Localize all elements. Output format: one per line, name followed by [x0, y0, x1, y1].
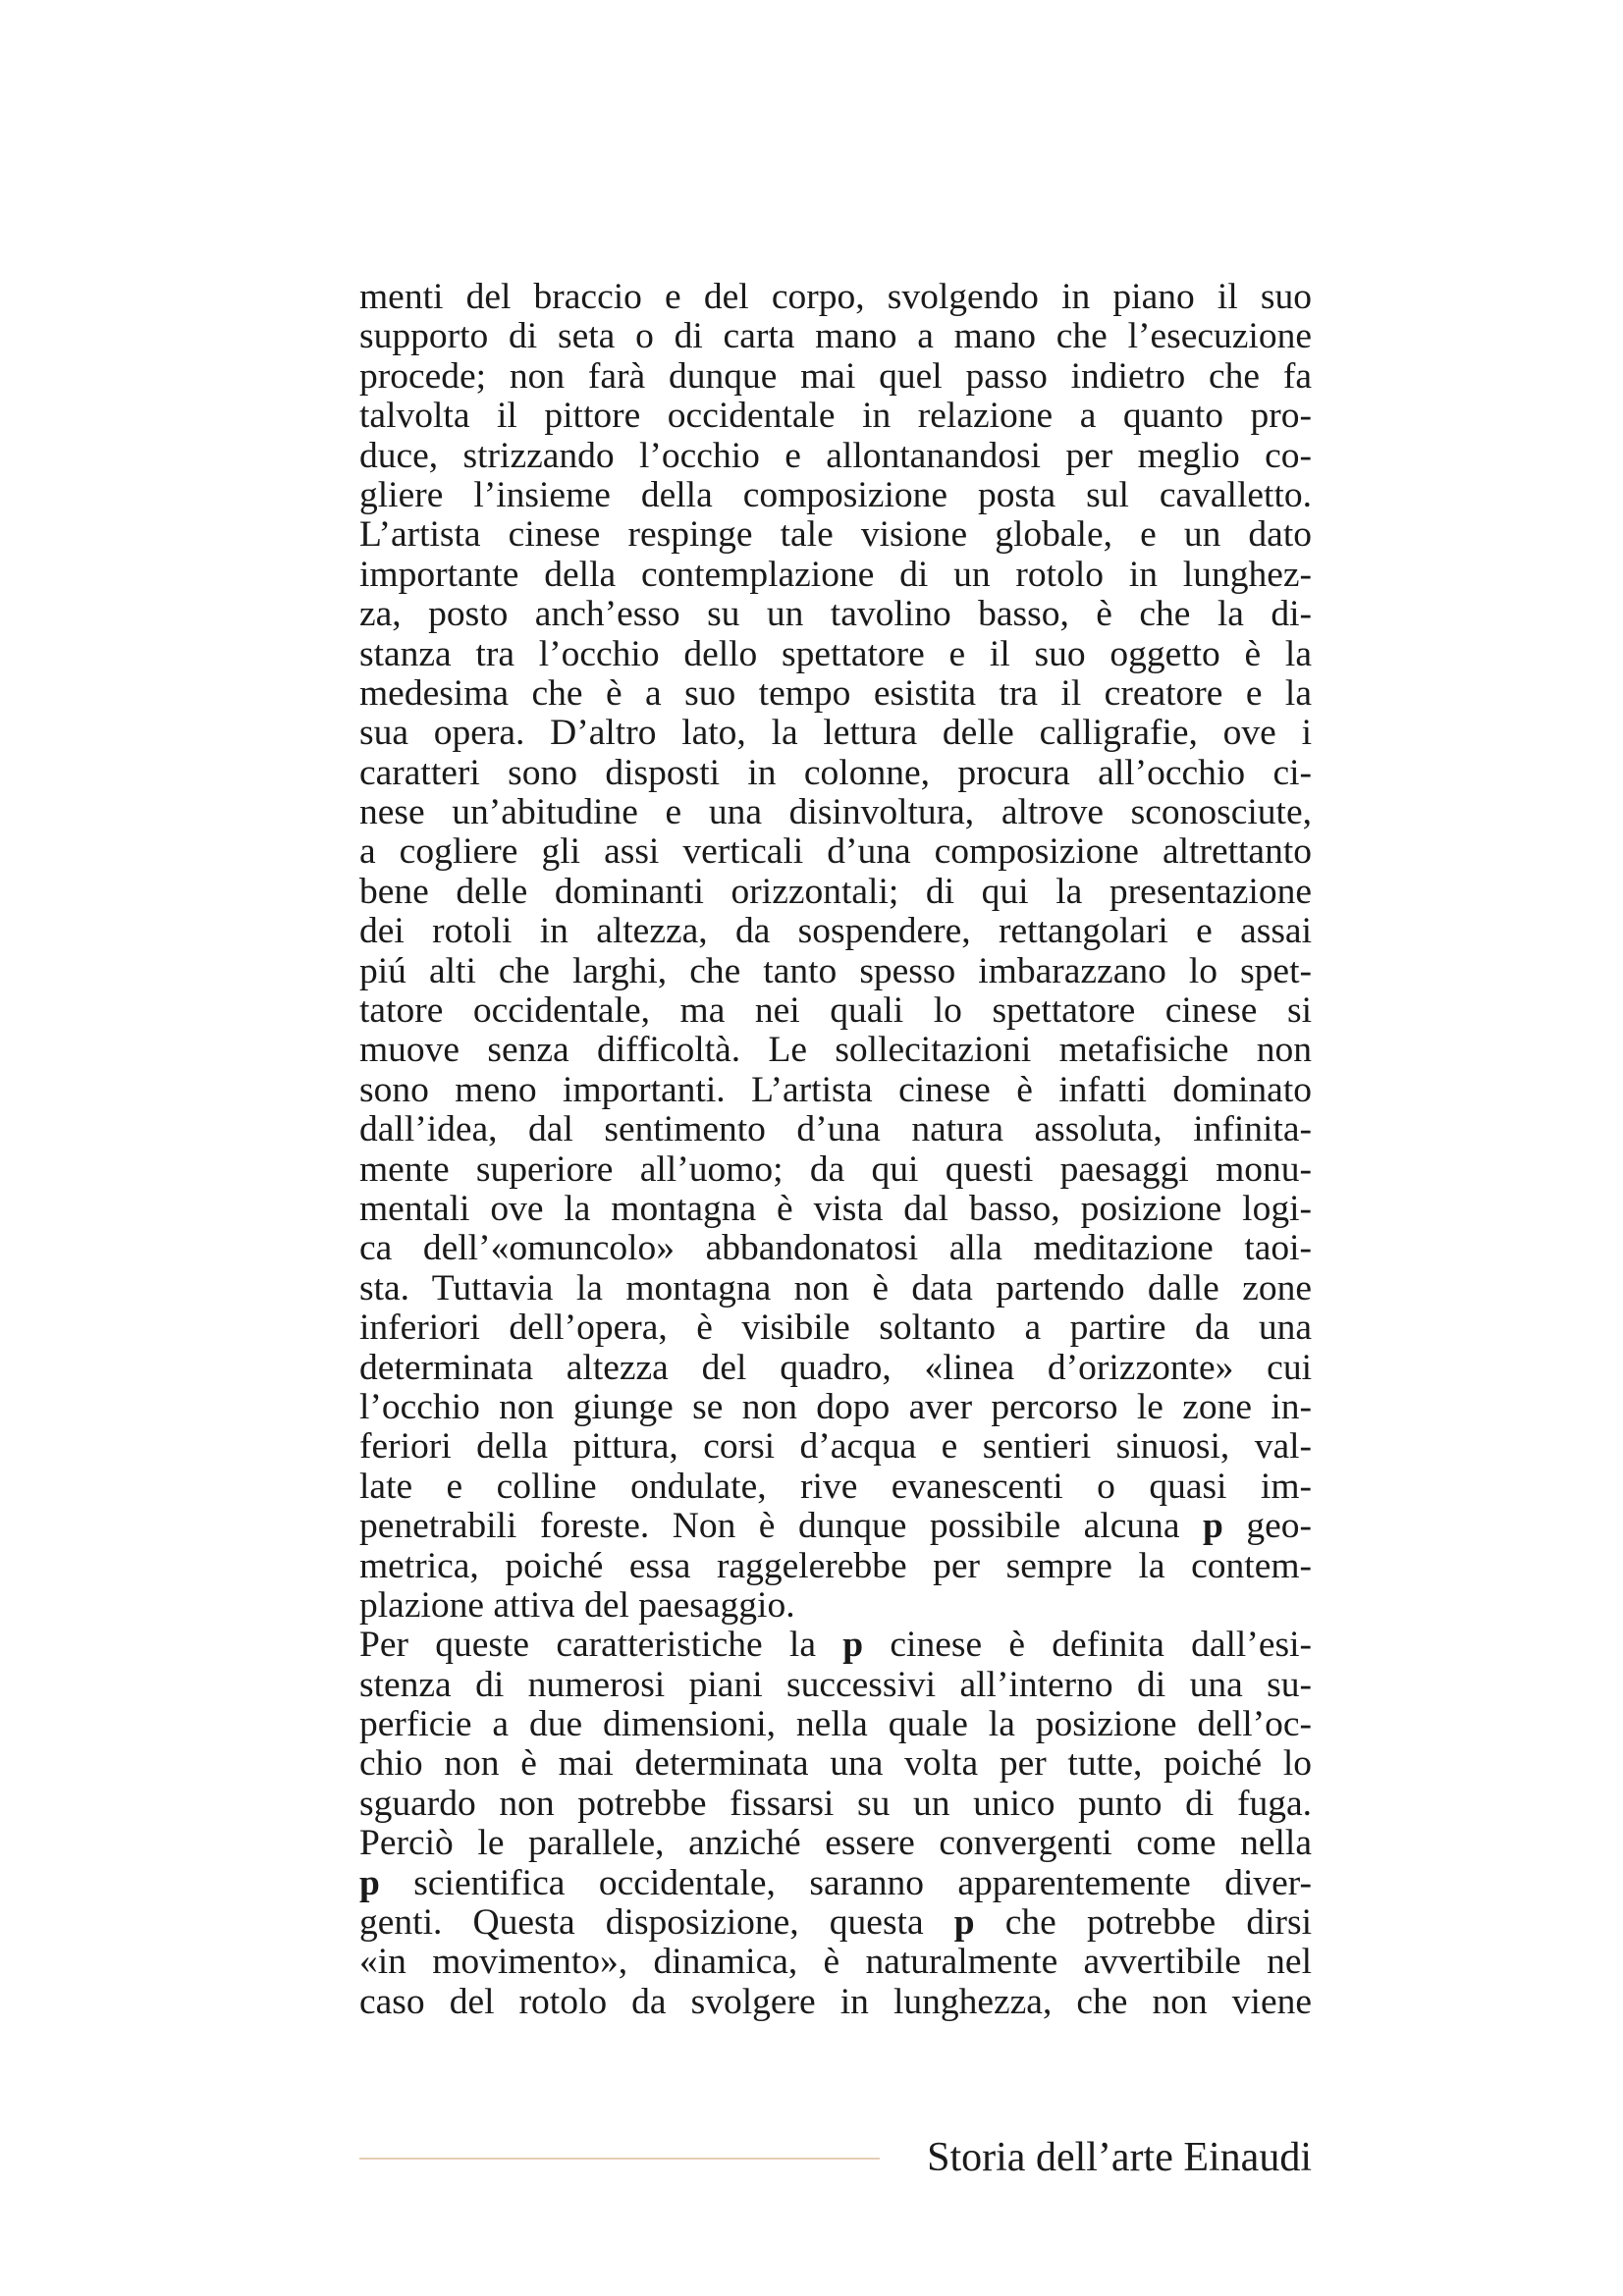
- text-line: mente superiore all’uomo; da qui questi paesaggi monu-: [359, 1148, 1312, 1190]
- text-fragment: geo-: [1246, 1506, 1313, 1547]
- text-line: za, posto anch’esso su un tavolino basso, è che la di-: [359, 594, 1312, 635]
- text-line: [359, 1626, 1312, 1665]
- text-line: tatore occidentale, ma nei quali lo spettatore cinese si: [359, 990, 1312, 1032]
- text-line: plazione attiva del paesaggio.: [359, 1584, 795, 1626]
- text-line: sono meno importanti. L’artista cinese è infatti dominato: [359, 1069, 1312, 1110]
- text-line: chio non è mai determinata una volta per tutte, poiché lo: [359, 1743, 1312, 1785]
- text-line: [359, 1507, 1312, 1546]
- text-fragment: cinese è definita dall’esi-: [890, 1625, 1312, 1666]
- text-line: dei rotoli in altezza, da sospendere, rettangolari e assai: [359, 911, 1312, 952]
- text-fragment: scientifica occidentale, saranno apparentemente diver-: [413, 1862, 1312, 1903]
- text-fragment: Per queste caratteristiche la: [359, 1625, 816, 1666]
- text-line: L’artista cinese respinge tale visione globale, e un dato: [359, 514, 1312, 556]
- text-line: supporto di seta o di carta mano a mano che l’esecuzione: [359, 316, 1312, 357]
- text-line: late e colline ondulate, rive evanescenti o quasi im-: [359, 1466, 1312, 1507]
- text-line: duce, strizzando l’occhio e allontanandosi per meglio co-: [359, 435, 1312, 476]
- footer-rule: [359, 2158, 880, 2160]
- text-line: l’occhio non giunge se non dopo aver percorso le zone in-: [359, 1386, 1312, 1427]
- text-line: a cogliere gli assi verticali d’una composizione altrettanto: [359, 831, 1312, 873]
- text-line: sguardo non potrebbe fissarsi su un unico punto di fuga.: [359, 1783, 1312, 1824]
- text-line: [359, 1864, 1312, 1903]
- text-line: sua opera. D’altro lato, la lettura delle calligrafie, ove i: [359, 713, 1312, 754]
- text-line: stanza tra l’occhio dello spettatore e il suo oggetto è la: [359, 633, 1312, 674]
- text-line: mentali ove la montagna è vista dal basso, posizione logi-: [359, 1188, 1312, 1229]
- text-line: determinata altezza del quadro, «linea d’orizzonte» cui: [359, 1347, 1312, 1388]
- text-line: procede; non farà dunque mai quel passo indietro che fa: [359, 355, 1312, 397]
- text-line: caratteri sono disposti in colonne, procura all’occhio ci-: [359, 752, 1312, 793]
- body-text: [359, 278, 1312, 2022]
- text-line: muove senza difficoltà. Le sollecitazioni metafisiche non: [359, 1030, 1312, 1071]
- text-line: sta. Tuttavia la montagna non è data partendo dalle zone: [359, 1267, 1312, 1308]
- bold-abbreviation: p: [953, 1902, 975, 1944]
- text-line: stenza di numerosi piani successivi all’interno di una su-: [359, 1664, 1312, 1705]
- text-line: medesima che è a suo tempo esistita tra il creatore e la: [359, 672, 1312, 714]
- text-line: talvolta il pittore occidentale in relazione a quanto pro-: [359, 396, 1312, 437]
- text-line: Perciò le parallele, anziché essere convergenti come nella: [359, 1823, 1312, 1864]
- page-footer: [359, 2130, 1312, 2189]
- text-line: feriori della pittura, corsi d’acqua e sentieri sinuosi, val-: [359, 1426, 1312, 1468]
- text-fragment: penetrabili foreste. Non è dunque possibile alcuna: [359, 1506, 1180, 1547]
- text-line: ca dell’«omuncolo» abbandonatosi alla meditazione taoi-: [359, 1228, 1312, 1269]
- footer-publication-title: Storia dell’arte Einaudi: [927, 2135, 1312, 2180]
- bold-abbreviation: p: [359, 1862, 380, 1903]
- text-line: menti del braccio e del corpo, svolgendo in piano il suo: [359, 277, 1312, 317]
- text-line: caso del rotolo da svolgere in lunghezza, che non viene: [359, 1981, 1312, 2022]
- text-line: gliere l’insieme della composizione posta sul cavalletto.: [359, 474, 1312, 515]
- text-line: metrica, poiché essa raggelerebbe per sempre la contem-: [359, 1545, 1312, 1586]
- text-line: bene delle dominanti orizzontali; di qui la presentazione: [359, 871, 1312, 912]
- text-line: nese un’abitudine e una disinvoltura, altrove sconosciute,: [359, 792, 1312, 833]
- bold-abbreviation: p: [842, 1625, 864, 1666]
- text-fragment: genti. Questa disposizione, questa: [359, 1902, 924, 1944]
- text-line: «in movimento», dinamica, è naturalmente avvertibile nel: [359, 1942, 1312, 1983]
- text-line: dall’idea, dal sentimento d’una natura assoluta, infinita-: [359, 1109, 1312, 1150]
- text-line: piú alti che larghi, che tanto spesso imbarazzano lo spet-: [359, 950, 1312, 991]
- bold-abbreviation: p: [1203, 1506, 1223, 1547]
- text-fragment: che potrebbe dirsi: [1004, 1902, 1312, 1944]
- text-line: inferiori dell’opera, è visibile soltanto a partire da una: [359, 1308, 1312, 1349]
- text-line: [359, 1903, 1312, 1943]
- text-line: importante della contemplazione di un rotolo in lunghez-: [359, 554, 1312, 595]
- text-line: perficie a due dimensioni, nella quale la posizione dell’oc-: [359, 1704, 1312, 1745]
